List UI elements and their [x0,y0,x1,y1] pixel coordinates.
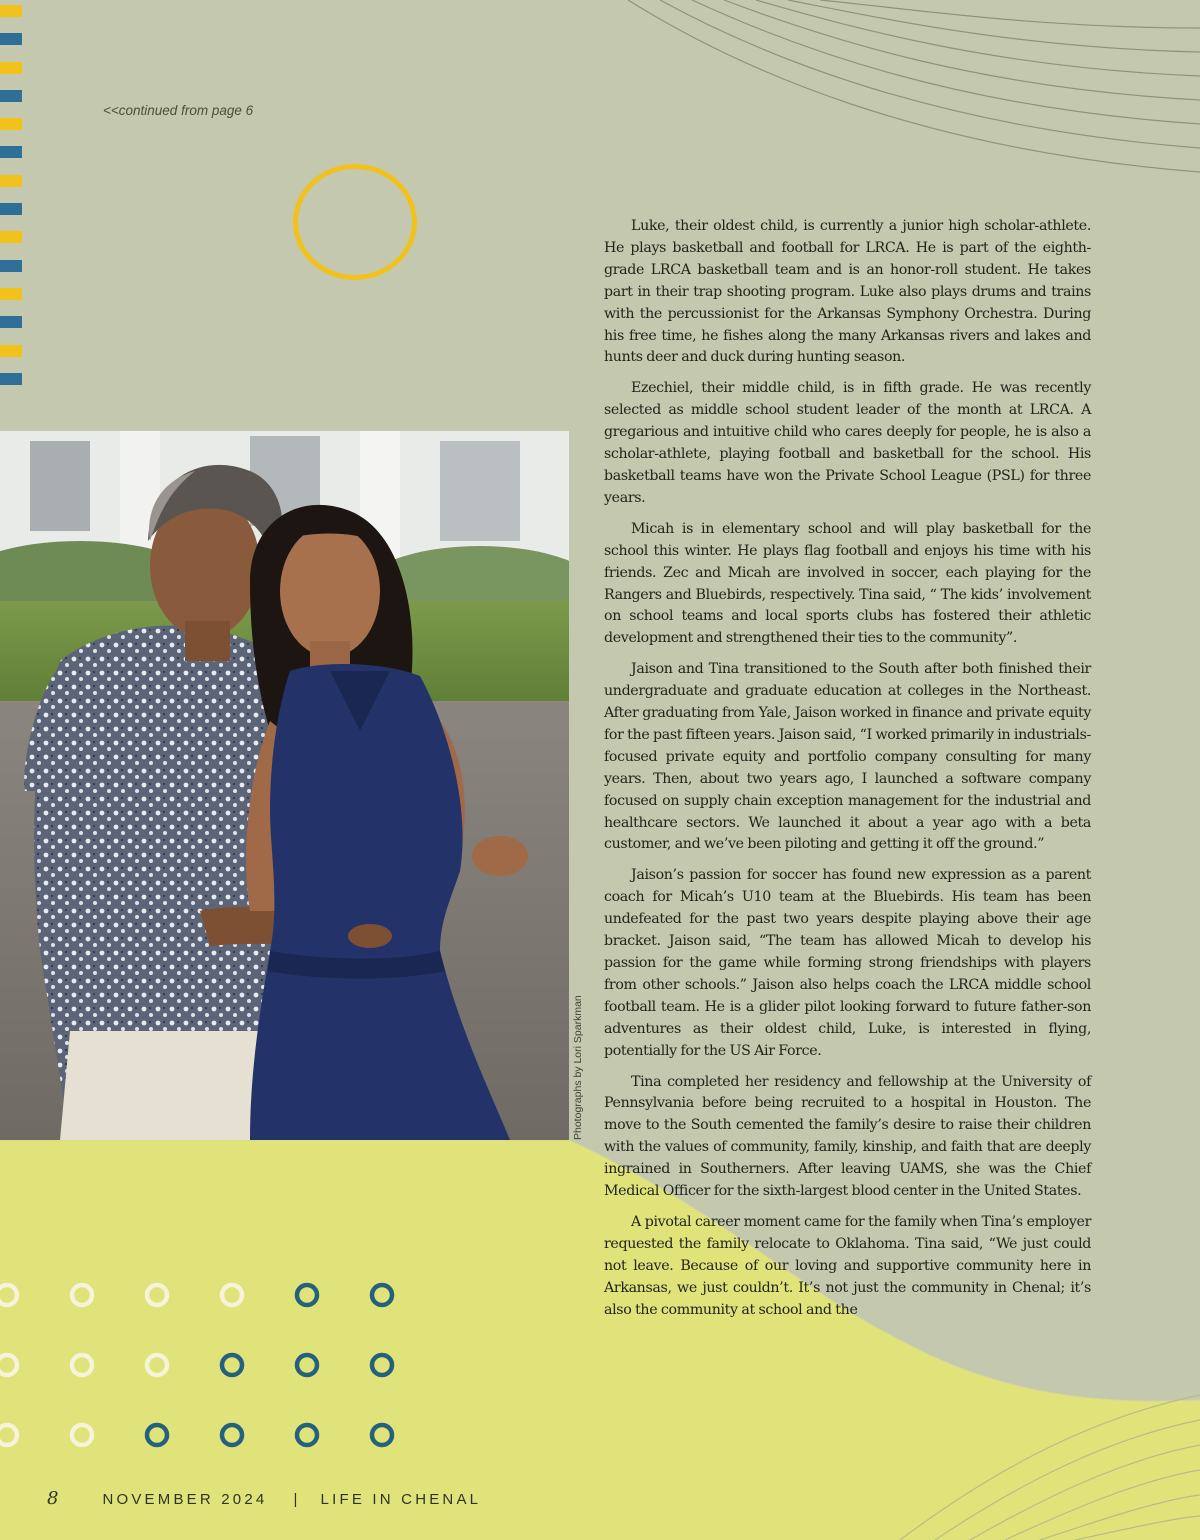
publication-name: LIFE IN CHENAL [320,1491,482,1508]
yellow-ring-decoration [293,164,417,280]
photo-credit: Photographs by Lori Sparkman [572,995,584,1140]
decorative-ring-grid [0,1270,420,1470]
page-number: 8 [47,1488,59,1509]
article-paragraph: A pivotal career moment came for the family when Tina’s employer requested the family relocate to Oklahoma. Tina said, “We just could not leave. Because of our loving and supportive community here in Arkansas, we just couldn’t. It’s not just the community in Chenal; it’s also the community at school and the [604,1213,1091,1318]
article-paragraph: Micah is in elementary school and will play basketball for the school this winter. He plays flag football and enjoys his time with his friends. Zec and Micah are involved in soccer, each playing for the Rangers and Bluebirds, respectively. Tina said, “ The kids’ involvement on school teams and local sports clubs has fostered their athletic development and strengthened their ties to the community”. [604,520,1091,647]
issue-date: NOVEMBER 2024 [102,1491,268,1508]
article-body [604,216,1091,1331]
article-paragraph: Jaison and Tina transitioned to the South after both finished their undergraduate and graduate education at colleges in the Northeast. After graduating from Yale, Jaison worked in finance and private equity for the past fifteen years. Jaison said, “I worked primarily in industrials-focused private equity and portfolio company consulting for many years. Then, about two years ago, I launched a software company focused on supply chain exception management for the industrial and healthcare sectors. We launched it about a year ago with a beta customer, and we’ve been piloting and getting it off the ground.” [604,661,1091,853]
continued-note: <<continued from page 6 [103,103,254,118]
couple-photo [0,431,569,1140]
article-paragraph: Tina completed her residency and fellowship at the University of Pennsylvania before being recruited to a hospital in Houston. The move to the South cemented the family’s desire to raise their children with the values of community, family, kinship, and faith that are deeply ingrained in Southerners. After leaving UAMS, she was the Chief Medical Officer for the sixth-largest blood center in the United States. [604,1073,1091,1200]
article-paragraph: Ezechiel, their middle child, is in fifth grade. He was recently selected as middle school student leader of the month at LRCA. A gregarious and intuitive child who cares deeply for people, he is also a scholar-athlete, playing football and basketball for the school. His basketball teams have won the Private School League (PSL) for three years. [604,380,1091,506]
footer-separator: | [293,1491,301,1508]
article-paragraph: Luke, their oldest child, is currently a junior high scholar-athlete. He plays basketball and football for LRCA. He is part of the eighth-grade LRCA basketball team and is an honor-roll student. He takes part in their trap shooting program. Luke also plays drums and trains with the percussionist for the Arkansas Symphony Orchestra. During his free time, he fishes along the many Arkansas rivers and lakes and hunts deer and duck during hunting season. [604,218,1091,366]
decorative-stripes [0,0,22,401]
arc-lines-top-right [628,0,1200,172]
page-footer [47,1488,481,1509]
article-paragraph: Jaison’s passion for soccer has found new expression as a parent coach for Micah’s U10 team at the Bluebirds. His team has been undefeated for the past two years despite playing above their age bracket. Jaison said, “The team has allowed Micah to develop his passion for the game while forming strong friendships with players from other schools.” Jaison also helps coach the LRCA middle school football team. He is a glider pilot looking forward to future father-son adventures as their oldest child, Luke, is interested in flying, potentially for the US Air Force. [604,867,1091,1059]
